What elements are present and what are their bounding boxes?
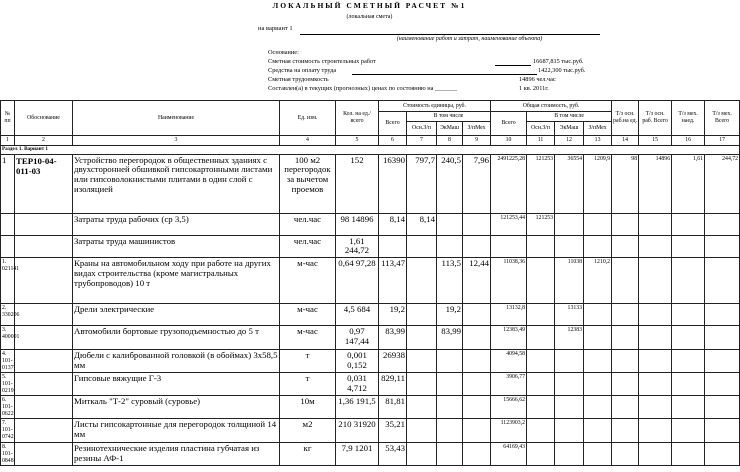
cell-m-unit	[672, 326, 705, 350]
section-label: Раздел 1. Вариант 1	[1, 145, 740, 154]
cell-u-all: 8,14	[379, 213, 407, 235]
col-unit-header: Ед. изм.	[280, 101, 336, 136]
cell-t-mash	[555, 213, 584, 235]
cell-t-all: 3906,77	[491, 373, 527, 396]
cell-t-meh	[584, 373, 612, 396]
cell-unit: м-час	[280, 304, 336, 326]
cell-qty: 152	[336, 154, 379, 213]
cell-u-osn	[407, 443, 437, 466]
cell-u-meh: 12,44	[463, 258, 491, 304]
cell-l-total	[639, 443, 672, 466]
cell-name: Миткаль "Т-2" суровый (суровье)	[73, 396, 280, 419]
cell-unit: 10м	[280, 396, 336, 419]
column-number: 8	[437, 136, 463, 146]
unit-cost-group-header: Стоимость единицы, руб.	[379, 101, 491, 112]
cell-u-all: 19,2	[379, 304, 407, 326]
cell-u-meh	[463, 213, 491, 235]
cell-m-unit	[672, 350, 705, 373]
work-name-underline	[300, 34, 600, 35]
cell-t-meh	[584, 350, 612, 373]
cell-t-all: 1123903,2	[491, 419, 527, 443]
cell-u-osn	[407, 235, 437, 258]
cell-u-meh	[463, 235, 491, 258]
cell-l-total	[639, 396, 672, 419]
cell-num	[1, 235, 15, 258]
cell-m-total	[705, 396, 740, 419]
cell-m-total	[705, 258, 740, 304]
cell-m-total	[705, 304, 740, 326]
cell-unit: кг	[280, 443, 336, 466]
column-number: 15	[639, 136, 672, 146]
cell-t-osn	[527, 396, 555, 419]
cell-m-unit: 1,61	[672, 154, 705, 213]
cell-l-unit	[612, 213, 639, 235]
wage-label: Средства на оплату труда	[268, 67, 337, 74]
column-number: 6	[379, 136, 407, 146]
cell-u-meh: 7,96	[463, 154, 491, 213]
cell-basis	[15, 258, 73, 304]
cell-m-unit	[672, 373, 705, 396]
cell-basis	[15, 443, 73, 466]
cell-t-all	[491, 235, 527, 258]
cell-l-total	[639, 419, 672, 443]
cell-u-all	[379, 235, 407, 258]
column-number: 14	[612, 136, 639, 146]
cell-m-unit	[672, 235, 705, 258]
cell-t-all: 11038,36	[491, 258, 527, 304]
cell-u-osn: 8,14	[407, 213, 437, 235]
estimate-table	[0, 100, 740, 466]
column-number-row	[1, 136, 740, 146]
column-number: 7	[407, 136, 437, 146]
total-incl-header: В том числе	[527, 112, 612, 122]
cell-num: 6. 101-0622	[1, 396, 15, 419]
col-name-header: Наименование	[73, 101, 280, 136]
cell-qty: 0,97 147,44	[336, 326, 379, 350]
cell-name: Дрели электрические	[73, 304, 280, 326]
table-row	[1, 373, 740, 396]
cell-u-osn	[407, 373, 437, 396]
cell-t-mash	[555, 419, 584, 443]
cell-t-osn	[527, 235, 555, 258]
cell-basis	[15, 235, 73, 258]
cell-name: Затраты труда рабочих (ср 3,5)	[73, 213, 280, 235]
cell-u-all: 829,11	[379, 373, 407, 396]
cell-l-total	[639, 304, 672, 326]
cell-basis	[15, 213, 73, 235]
cell-m-total	[705, 443, 740, 466]
compiled-period: 1 кв. 2011г.	[519, 85, 549, 92]
cell-basis	[15, 326, 73, 350]
cell-t-mash: 13133	[555, 304, 584, 326]
table-row	[1, 326, 740, 350]
table-row	[1, 443, 740, 466]
cell-t-meh	[584, 419, 612, 443]
cell-t-meh: 1210,2	[584, 258, 612, 304]
cell-t-osn	[527, 443, 555, 466]
cell-u-osn	[407, 326, 437, 350]
cell-basis: ТЕР10-04-011-03	[15, 154, 73, 213]
cell-t-osn: 121253	[527, 213, 555, 235]
cell-l-total	[639, 213, 672, 235]
cell-u-meh	[463, 443, 491, 466]
cell-l-unit: 98	[612, 154, 639, 213]
cell-u-mash	[437, 443, 463, 466]
table-row	[1, 304, 740, 326]
cell-num: 7. 101-0742	[1, 419, 15, 443]
cell-unit: т	[280, 373, 336, 396]
cell-l-unit	[612, 443, 639, 466]
unit-all-header: Всего	[379, 112, 407, 136]
cell-num: 3. 400001	[1, 326, 15, 350]
total-meh-header: З/пМех	[584, 122, 612, 136]
column-number: 3	[73, 136, 280, 146]
document-title: ЛОКАЛЬНЫЙ СМЕТНЫЙ РАСЧЕТ №1	[272, 1, 467, 10]
cell-t-osn	[527, 304, 555, 326]
cell-u-all: 53,43	[379, 443, 407, 466]
cell-l-total	[639, 373, 672, 396]
cell-m-total	[705, 419, 740, 443]
cell-t-all: 64169,43	[491, 443, 527, 466]
cell-name: Автомобили бортовые грузоподъемностью до 5 т	[73, 326, 280, 350]
labor-osn-total-header: Т/з осн. раб. Всего	[639, 101, 672, 136]
column-number: 11	[527, 136, 555, 146]
cell-qty: 210 31920	[336, 419, 379, 443]
cell-basis	[15, 419, 73, 443]
cell-u-meh	[463, 373, 491, 396]
cell-basis	[15, 350, 73, 373]
cell-m-total	[705, 213, 740, 235]
cell-u-meh	[463, 396, 491, 419]
cell-l-unit	[612, 350, 639, 373]
column-number: 5	[336, 136, 379, 146]
cell-num: 1	[1, 154, 15, 213]
cell-unit: м-час	[280, 258, 336, 304]
variant-line: на вариант 1	[258, 25, 293, 32]
cell-u-osn	[407, 258, 437, 304]
column-number: 2	[15, 136, 73, 146]
unit-meh-header: З/пМех	[463, 122, 491, 136]
cell-t-meh	[584, 304, 612, 326]
document-subtitle: (локальная смета)	[346, 14, 393, 20]
compiled-label: Составлен(а) в текущих (прогнозных) ценах по состоянию на _______	[268, 85, 458, 92]
cell-u-osn	[407, 350, 437, 373]
cell-t-mash: 12383	[555, 326, 584, 350]
cell-m-total	[705, 326, 740, 350]
cell-name: Краны на автомобильном ходу при работе на других видах строительства (кроме магистральных трубопроводов) 10 т	[73, 258, 280, 304]
column-number: 16	[672, 136, 705, 146]
cell-u-all: 81,81	[379, 396, 407, 419]
cell-t-mash: 11038	[555, 258, 584, 304]
cell-t-mash: 36554	[555, 154, 584, 213]
cell-t-osn: 121253	[527, 154, 555, 213]
cell-qty: 1,61 244,72	[336, 235, 379, 258]
cell-l-total	[639, 235, 672, 258]
column-number: 13	[584, 136, 612, 146]
cell-u-osn	[407, 304, 437, 326]
cell-name: Затраты труда машинистов	[73, 235, 280, 258]
cell-l-unit	[612, 326, 639, 350]
table-row	[1, 154, 740, 213]
cell-num: 2. 330206	[1, 304, 15, 326]
cell-unit: м-час	[280, 326, 336, 350]
cell-name: Гипсовые вяжущие Г-3	[73, 373, 280, 396]
cell-name: Листы гипсокартонные для перегородок толщиной 14 мм	[73, 419, 280, 443]
cell-u-all: 113,47	[379, 258, 407, 304]
cell-l-total	[639, 326, 672, 350]
total-all-header: Всего	[491, 112, 527, 136]
cell-t-meh	[584, 235, 612, 258]
total-cost-group-header: Общая стоимость, руб.	[491, 101, 612, 112]
cell-t-meh	[584, 443, 612, 466]
cell-m-unit	[672, 419, 705, 443]
cell-m-total	[705, 350, 740, 373]
cell-t-all: 12383,49	[491, 326, 527, 350]
cell-qty: 7,9 1201	[336, 443, 379, 466]
cell-basis	[15, 373, 73, 396]
col-num-header: № пп	[1, 101, 15, 136]
table-row	[1, 213, 740, 235]
cell-u-mash: 113,5	[437, 258, 463, 304]
cell-u-all: 83,99	[379, 326, 407, 350]
cell-u-meh	[463, 326, 491, 350]
col-basis-header: Обоснование	[15, 101, 73, 136]
cell-qty: 0,64 97,28	[336, 258, 379, 304]
cell-l-unit	[612, 235, 639, 258]
cell-t-all: 15666,62	[491, 396, 527, 419]
cell-u-mash	[437, 396, 463, 419]
cell-u-all: 26938	[379, 350, 407, 373]
unit-osn-header: Осн.З/п	[407, 122, 437, 136]
cost-value: 16687,815 тыс.руб.	[533, 58, 584, 65]
cell-t-mash	[555, 350, 584, 373]
cell-u-mash: 19,2	[437, 304, 463, 326]
cell-l-total: 14896	[639, 154, 672, 213]
labor-osn-unit-header: Т/з осн. раб.на ед.	[612, 101, 639, 136]
cell-t-all: 4094,58	[491, 350, 527, 373]
cell-u-all: 16390	[379, 154, 407, 213]
cell-l-unit	[612, 258, 639, 304]
cell-unit: чел.час	[280, 235, 336, 258]
cell-unit: 100 м2 перегородок за вычетом проемов	[280, 154, 336, 213]
cell-t-meh	[584, 326, 612, 350]
column-number: 4	[280, 136, 336, 146]
cell-m-total: 244,72	[705, 154, 740, 213]
column-number: 12	[555, 136, 584, 146]
cell-m-unit	[672, 396, 705, 419]
cell-l-unit	[612, 373, 639, 396]
cell-num: 1. 021141	[1, 258, 15, 304]
cost-label: Сметная стоимость строительных работ	[268, 58, 376, 65]
cell-t-osn	[527, 373, 555, 396]
cell-basis	[15, 396, 73, 419]
cell-name: Дюбели с калиброванной головкой (в обоймах) 3х58,5 мм	[73, 350, 280, 373]
cell-u-osn	[407, 419, 437, 443]
column-number: 17	[705, 136, 740, 146]
cell-num: 4. 101-0137	[1, 350, 15, 373]
cell-l-total	[639, 258, 672, 304]
cell-t-osn	[527, 350, 555, 373]
cell-qty: 4,5 684	[336, 304, 379, 326]
cell-u-osn	[407, 396, 437, 419]
cell-t-meh	[584, 213, 612, 235]
cell-qty: 0,031 4,712	[336, 373, 379, 396]
cell-t-mash	[555, 396, 584, 419]
total-osn-header: Осн.З/п	[527, 122, 555, 136]
column-number: 9	[463, 136, 491, 146]
labor-meh-total-header: Т/з мех. Всего	[705, 101, 740, 136]
cell-t-osn	[527, 258, 555, 304]
table-row	[1, 396, 740, 419]
table-row	[1, 235, 740, 258]
cell-u-meh	[463, 419, 491, 443]
unit-mash-header: ЭкМаш	[437, 122, 463, 136]
work-name-hint: (наименование работ и затрат, наименование объекта)	[396, 36, 543, 42]
cell-u-mash	[437, 350, 463, 373]
labor-meh-unit-header: Т/з мех. наед.	[672, 101, 705, 136]
cell-u-meh	[463, 350, 491, 373]
cell-qty: 98 14896	[336, 213, 379, 235]
cell-t-all: 121253,44	[491, 213, 527, 235]
cell-name: Устройство перегородок в общественных зданиях с двухсторонней обшивкой гипсокартонными листами или гипсоволокнистыми плитами в один слой с изоляцией	[73, 154, 280, 213]
table-row	[1, 258, 740, 304]
cost-underline	[495, 65, 531, 66]
cell-l-total	[639, 350, 672, 373]
cell-t-all: 13132,8	[491, 304, 527, 326]
column-number: 10	[491, 136, 527, 146]
cell-unit: чел.час	[280, 213, 336, 235]
cell-t-mash	[555, 235, 584, 258]
cell-u-mash: 240,5	[437, 154, 463, 213]
cell-qty: 1,36 191,5	[336, 396, 379, 419]
cell-qty: 0,001 0,152	[336, 350, 379, 373]
cell-basis	[15, 304, 73, 326]
cell-m-total	[705, 373, 740, 396]
cell-u-mash	[437, 373, 463, 396]
cell-unit: м2	[280, 419, 336, 443]
cell-u-all: 35,21	[379, 419, 407, 443]
total-mash-header: ЭкМаш	[555, 122, 584, 136]
table-row	[1, 419, 740, 443]
wage-underline	[352, 74, 537, 75]
cell-unit: т	[280, 350, 336, 373]
col-qty-header: Кол. на ед./ всего	[336, 101, 379, 136]
cell-u-mash	[437, 235, 463, 258]
basis-label: Основание:	[268, 49, 299, 56]
cell-l-unit	[612, 396, 639, 419]
cell-t-mash	[555, 373, 584, 396]
cell-u-osn: 797,7	[407, 154, 437, 213]
cell-t-all: 2491225,28	[491, 154, 527, 213]
labor-label: Сметная трудоемкость	[268, 76, 329, 83]
cell-u-mash	[437, 213, 463, 235]
cell-t-meh	[584, 396, 612, 419]
cell-num: 5. 101-0219	[1, 373, 15, 396]
labor-value: 14896 чел.час	[519, 76, 556, 83]
cell-t-osn	[527, 326, 555, 350]
cell-m-total	[705, 235, 740, 258]
wage-value: 1422,300 тыс.руб.	[538, 67, 586, 74]
cell-num	[1, 213, 15, 235]
unit-incl-header: В том числе	[407, 112, 491, 122]
cell-m-unit	[672, 304, 705, 326]
cell-m-unit	[672, 213, 705, 235]
cell-m-unit	[672, 443, 705, 466]
cell-t-mash	[555, 443, 584, 466]
cell-u-mash: 83,99	[437, 326, 463, 350]
cell-num: 8. 101-0848	[1, 443, 15, 466]
cell-name: Резинотехнические изделия пластина губчатая из резины АФ-1	[73, 443, 280, 466]
cell-t-osn	[527, 419, 555, 443]
cell-m-unit	[672, 258, 705, 304]
cell-u-mash	[437, 419, 463, 443]
column-number: 1	[1, 136, 15, 146]
cell-u-meh	[463, 304, 491, 326]
table-row	[1, 350, 740, 373]
cell-l-unit	[612, 419, 639, 443]
cell-l-unit	[612, 304, 639, 326]
cell-t-meh: 1209,9	[584, 154, 612, 213]
